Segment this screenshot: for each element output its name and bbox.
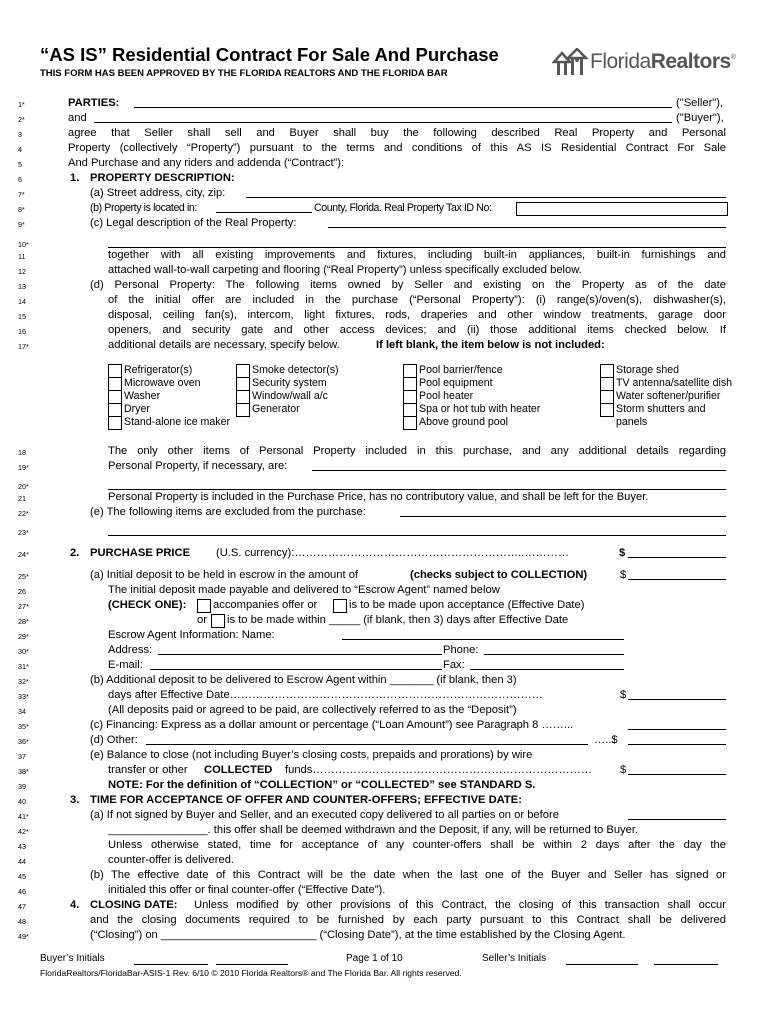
- buyers-initials-label: Buyer’s Initials: [40, 953, 105, 964]
- escrow-agent-name-field[interactable]: [342, 628, 624, 640]
- form-identifier: FloridaRealtors/FloridaBar-ASIS-1 Rev. 6/10 © 2010 Florida Realtors® and The Florida Bar. All rights reserved.: [40, 968, 462, 978]
- contract-title: “AS IS” Residential Contract For Sale And Purchase: [40, 44, 499, 65]
- seller-initials-field-1[interactable]: [566, 953, 638, 965]
- line-16: 16 openers, and security gate and other access devices; and (ii) those additional items checked below. If: [18, 324, 726, 336]
- escrow-agent-fax-field[interactable]: [470, 658, 624, 670]
- line-40: 40 3. TIME FOR ACCEPTANCE OF OFFER AND COUNTER-OFFERS; EFFECTIVE DATE:: [18, 794, 522, 806]
- line-41: 41* (a) If not signed by Buyer and Seller, and an executed copy delivered to all parties on or before: [0, 808, 770, 823]
- line-29: 29* Escrow Agent Information: Name:: [0, 628, 770, 643]
- buyer-initials-field-1[interactable]: [134, 953, 208, 965]
- acceptance-deadline-field[interactable]: [628, 808, 726, 820]
- line-36: 36* (d) Other: …..$: [0, 733, 770, 748]
- line-42: 42* ________________. this offer shall be deemed withdrawn and the Deposit, if any, will be returned to Buyer.: [18, 824, 639, 836]
- checkbox-above-ground-pool[interactable]: [403, 416, 417, 430]
- buyer-name-field[interactable]: [94, 111, 672, 123]
- line-24: 24* 2. PURCHASE PRICE (U.S. currency):……………………………………………………..………… $: [0, 546, 770, 561]
- line-26: 26 The initial deposit made payable and delivered to “Escrow Agent” named below: [18, 584, 500, 596]
- logo-wordmark: FloridaRealtors: [590, 50, 731, 73]
- line-19: 19* Personal Property, if necessary, are:: [0, 459, 770, 474]
- escrow-agent-address-field[interactable]: [158, 643, 442, 655]
- checkbox-smoke-detector[interactable]: [236, 364, 250, 378]
- loan-amount-field[interactable]: [628, 718, 726, 730]
- line-9: 9* (c) Legal description of the Real Property:: [0, 216, 770, 231]
- line-5: 5 And Purchase and any riders and addenda (“Contract”):: [18, 157, 345, 169]
- checkbox-pool-barrier[interactable]: [403, 364, 417, 378]
- county-field[interactable]: [216, 201, 312, 213]
- line-11: 11 together with all existing improvements and fixtures, including built-in appliances, built-in furnishings and: [18, 249, 726, 261]
- line-4: 4 Property (collectively “Property”) pursuant to the terms and conditions of this AS IS Residential Contract For Sale: [18, 142, 726, 154]
- line-7: 7* (a) Street address, city, zip:: [0, 186, 770, 201]
- escrow-agent-phone-field[interactable]: [484, 643, 624, 655]
- line-27: 27* (CHECK ONE): accompanies offer or is to be made upon acceptance (Effective Date): [18, 599, 585, 611]
- line-32: 32* (b) Additional deposit to be delivered to Escrow Agent within _______ (if blank, then 3): [18, 674, 517, 686]
- section-property-description: PROPERTY DESCRIPTION:: [90, 172, 235, 184]
- checkbox-storage-shed[interactable]: [600, 364, 614, 378]
- section-purchase-price: PURCHASE PRICE: [90, 547, 191, 559]
- legal-description-field[interactable]: [328, 216, 726, 228]
- initial-deposit-field[interactable]: [628, 568, 726, 580]
- checkbox-accompanies-offer[interactable]: [197, 599, 211, 613]
- houses-logo-icon: [552, 48, 590, 76]
- line-3: 3 agree that Seller shall sell and Buyer shall buy the following described Real Property and Personal: [18, 127, 726, 139]
- line-31: 31* E-mail: Fax:: [0, 658, 770, 673]
- line-15: 15 disposal, ceiling fan(s), intercom, light fixtures, rods, draperies and other window treatments, garage door: [18, 309, 726, 321]
- line-17: 17* additional details are necessary, specify below. If left blank, the item below is not included:: [18, 339, 605, 351]
- line-22: 22* (e) The following items are excluded from the purchase:: [0, 505, 770, 520]
- buyer-initials-field-2[interactable]: [216, 953, 288, 965]
- seller-initials-field-2[interactable]: [654, 953, 718, 965]
- checkbox-within-days[interactable]: [211, 614, 225, 628]
- approval-subtitle: THIS FORM HAS BEEN APPROVED BY THE FLORIDA REALTORS AND THE FLORIDA BAR: [40, 68, 448, 79]
- line-20: 20*: [0, 478, 770, 493]
- other-personal-property-field[interactable]: [312, 459, 726, 471]
- checkbox-pool-equipment[interactable]: [403, 377, 417, 391]
- logo-registered-mark: ®: [730, 53, 736, 61]
- legal-description-field-2[interactable]: [108, 236, 726, 248]
- checkbox-ice-maker[interactable]: [108, 416, 122, 430]
- line-43: 43 Unless otherwise stated, time for acceptance of any counter-offers shall be within 2 days after the day the: [18, 839, 726, 851]
- checkbox-spa-hot-tub[interactable]: [403, 403, 417, 417]
- sellers-initials-label: Seller’s Initials: [482, 953, 547, 964]
- line-35: 35* (c) Financing: Express as a dollar amount or percentage (“Loan Amount”) see Paragraph 8 ……...: [0, 718, 770, 733]
- florida-realtors-logo: [552, 48, 736, 76]
- checkbox-water-softener[interactable]: [600, 390, 614, 404]
- line-10: 10*: [0, 236, 770, 251]
- seller-name-field[interactable]: [134, 96, 672, 108]
- other-amount-field[interactable]: [628, 733, 726, 745]
- line-44: 44 counter-offer is delivered.: [18, 854, 235, 866]
- line-46: 46 initialed this offer or final counter-offer (“Effective Date”).: [18, 884, 386, 896]
- checkbox-window-ac[interactable]: [236, 390, 250, 404]
- checkbox-generator[interactable]: [236, 403, 250, 417]
- checkbox-dryer[interactable]: [108, 403, 122, 417]
- line-25: 25* (a) Initial deposit to be held in escrow in the amount of (checks subject to COLLECTION) $: [0, 568, 770, 583]
- section-closing-date: CLOSING DATE:: [90, 899, 178, 911]
- section-time-for-acceptance: TIME FOR ACCEPTANCE OF OFFER AND COUNTER-OFFERS; EFFECTIVE DATE:: [90, 794, 522, 806]
- line-39: 39 NOTE: For the definition of “COLLECTION” or “COLLECTED” see STANDARD S.: [18, 779, 536, 791]
- line-49: 49* (“Closing”) on _________________________ (“Closing Date”), at the time established by the Closing Agent.: [18, 929, 626, 941]
- line-48: 48 and the closing documents required to be furnished by each party pursuant to this Contract shall be delivered: [18, 914, 726, 926]
- escrow-agent-email-field[interactable]: [150, 658, 442, 670]
- line-28: 28* or is to be made within _____ (if blank, then 3) days after Effective Date: [18, 614, 569, 626]
- checkbox-tv-antenna[interactable]: [600, 377, 614, 391]
- street-address-field[interactable]: [246, 186, 726, 198]
- line-12: 12 attached wall-to-wall carpeting and flooring (“Real Property”) unless specifically excluded below.: [18, 264, 582, 276]
- checkbox-upon-acceptance[interactable]: [333, 599, 347, 613]
- line-8: 8* (b) Property is located in: County, Florida. Real Property Tax ID No:: [0, 201, 770, 216]
- checkbox-storm-shutters[interactable]: [600, 403, 614, 417]
- purchase-price-field[interactable]: [628, 546, 726, 558]
- line-47: 47 4. CLOSING DATE: Unless modified by other provisions of this Contract, the closing of this transaction shall occur: [18, 899, 726, 911]
- line-45: 45 (b) The effective date of this Contract will be the date when the last one of the Buyer and Seller has signed or: [18, 869, 726, 881]
- line-38: 38* transfer or other COLLECTED funds………………………………………………………………… $: [0, 763, 770, 778]
- line-13: 13 (d) Personal Property: The following items owned by Seller and existing on the Property as of the date: [18, 279, 726, 291]
- excluded-items-field[interactable]: [400, 505, 726, 517]
- line-6: 6 1. PROPERTY DESCRIPTION:: [18, 172, 235, 184]
- tax-id-field[interactable]: [516, 202, 728, 216]
- additional-deposit-field[interactable]: [628, 688, 726, 700]
- other-amount-description-field[interactable]: [146, 733, 588, 745]
- checkbox-refrigerator[interactable]: [108, 364, 122, 378]
- parties-label: PARTIES:: [68, 97, 120, 109]
- line-21: 21 Personal Property is included in the Purchase Price, has no contributory value, and shall be left for the Buyer.: [18, 491, 649, 503]
- excluded-items-field-2[interactable]: [108, 524, 726, 536]
- checkbox-pool-heater[interactable]: [403, 390, 417, 404]
- line-18: 18 The only other items of Personal Property included in this purchase, and any additional details regarding: [18, 445, 726, 457]
- checkbox-washer[interactable]: [108, 390, 122, 404]
- checkbox-microwave[interactable]: [108, 377, 122, 391]
- line-30: 30* Address: Phone:: [0, 643, 770, 658]
- line-14: 14 of the initial offer are included in the purchase (“Personal Property”): (i) range(s)/oven(s), dishwasher(s),: [18, 294, 726, 306]
- page-number: Page 1 of 10: [346, 953, 403, 964]
- line-37: 37 (e) Balance to close (not including Buyer’s closing costs, prepaids and prorations) by wire: [18, 749, 533, 761]
- line-34: 34 (All deposits paid or agreed to be paid, are collectively referred to as the “Deposit”): [18, 704, 517, 716]
- line-2: 2* and ("Buyer"),: [18, 112, 724, 124]
- balance-to-close-field[interactable]: [628, 763, 726, 775]
- line-1: 1* PARTIES: ("Seller"),: [18, 97, 724, 109]
- line-23: 23*: [0, 524, 770, 539]
- line-33: 33* days after Effective Date………………………………………………………………………… $: [0, 688, 770, 703]
- other-personal-property-field-2[interactable]: [108, 478, 726, 490]
- checkbox-security-system[interactable]: [236, 377, 250, 391]
